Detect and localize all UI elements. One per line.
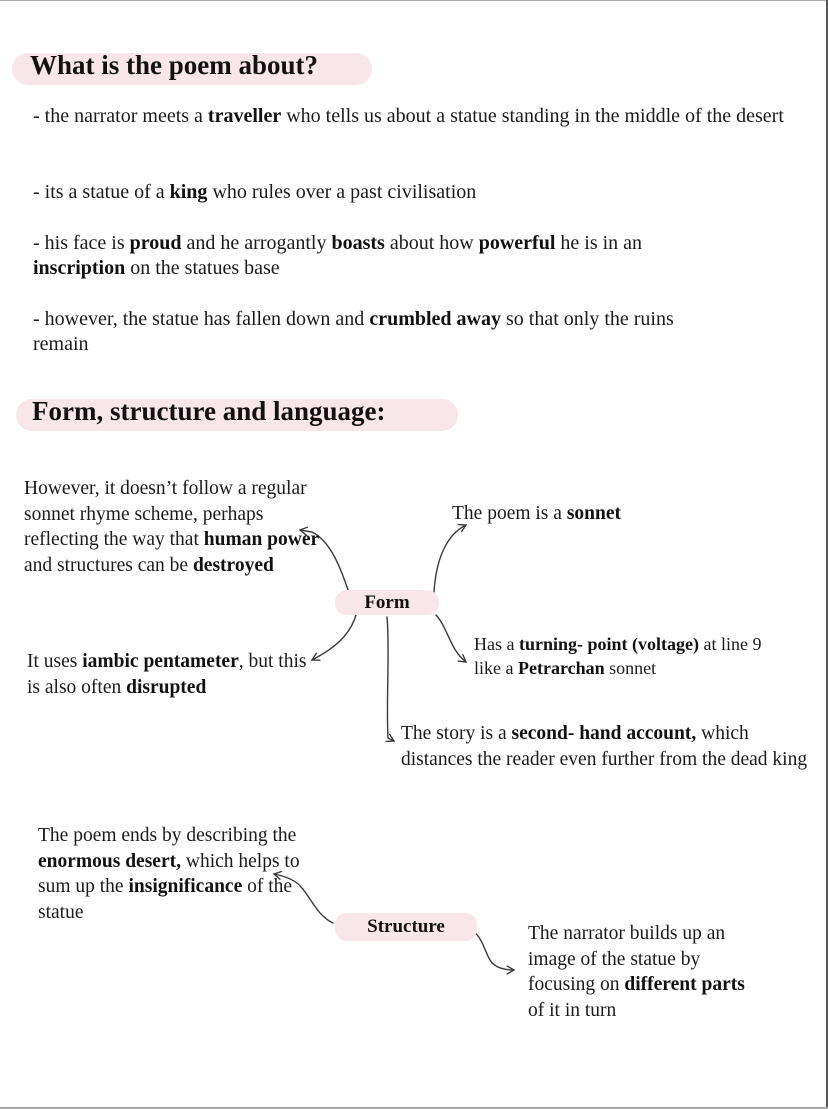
emphasis-text: iambic pentameter <box>82 651 239 672</box>
emphasis-text: different parts <box>624 974 745 995</box>
arrow-form-to-volta <box>436 615 466 662</box>
body-text: on the statues base <box>125 257 280 279</box>
section-title-poem-about: What is the poem about? <box>30 50 319 80</box>
body-text: of the statue <box>38 876 293 923</box>
note-volta <box>474 632 774 680</box>
body-text: - its a statue of a <box>33 181 170 203</box>
emphasis-text: destroyed <box>192 554 274 576</box>
emphasis-text: inscription <box>33 257 126 279</box>
section-title-form-structure: Form, structure and language: <box>32 396 386 426</box>
emphasis-text: second- hand account, <box>511 723 697 744</box>
emphasis-text: disrupted <box>126 676 207 698</box>
body-text: who tells us about a statue standing in the middle of the desert <box>281 105 784 127</box>
note-second-hand-account <box>401 721 821 772</box>
emphasis-text: crumbled away <box>369 308 501 330</box>
note-sonnet <box>452 501 752 527</box>
body-text: The story is a <box>401 723 512 744</box>
body-text: , but this is also often <box>27 651 307 698</box>
body-text: The poem ends by describing the <box>38 825 297 846</box>
emphasis-text: enormous desert, <box>38 850 181 872</box>
mind-map-node-form: Form <box>335 590 439 615</box>
body-text: and structures can be <box>24 554 193 576</box>
body-text: - the narrator meets a <box>33 105 208 127</box>
arrow-form-to-second-hand <box>387 617 394 741</box>
body-text: Has a <box>474 634 519 654</box>
bullet-crumbled <box>33 307 723 357</box>
mind-map-node-structure: Structure <box>335 913 477 941</box>
page-top-border <box>0 0 828 1</box>
body-text: The narrator builds up an image of the statue by focusing on <box>528 923 726 995</box>
body-text: about how <box>384 232 479 254</box>
emphasis-text: king <box>169 181 208 203</box>
body-text: It uses <box>27 651 83 672</box>
body-text: which helps to sum up the <box>38 850 300 897</box>
emphasis-text: turning- point (voltage) <box>518 634 699 654</box>
emphasis-text: insignificance <box>128 876 243 897</box>
body-text: so that only the ruins remain <box>33 308 674 355</box>
body-text: who rules over a past civilisation <box>207 181 477 203</box>
emphasis-text: powerful <box>478 232 556 254</box>
arrow-form-to-sonnet <box>434 525 466 592</box>
body-text: The poem is a <box>452 503 567 524</box>
body-text: he is in an <box>555 232 643 254</box>
bullet-king <box>33 180 793 205</box>
note-different-parts <box>528 921 760 1023</box>
note-enormous-desert <box>38 823 308 925</box>
body-text: of it in turn <box>528 999 617 1021</box>
body-text: which distances the reader even further from the dead king <box>401 723 808 770</box>
body-text: sonnet <box>604 658 657 678</box>
body-text: However, it doesn’t follow a regular sonnet rhyme scheme, perhaps reflecting the way that <box>24 478 307 550</box>
body-text: - however, the statue has fallen down and <box>33 308 370 330</box>
body-text: at line 9 like a <box>474 634 762 678</box>
note-rhyme-scheme <box>24 476 324 578</box>
note-iambic-pentameter <box>27 649 322 700</box>
emphasis-text: human power <box>203 529 320 550</box>
body-text: - his face is <box>33 232 130 254</box>
emphasis-text: sonnet <box>566 503 621 524</box>
emphasis-text: traveller <box>207 105 282 127</box>
emphasis-text: Petrarchan <box>517 658 605 678</box>
bullet-proud <box>33 231 733 281</box>
body-text: and he arrogantly <box>181 232 332 254</box>
bullet-traveller <box>33 104 793 129</box>
emphasis-text: boasts <box>331 232 385 254</box>
emphasis-text: proud <box>129 232 182 254</box>
